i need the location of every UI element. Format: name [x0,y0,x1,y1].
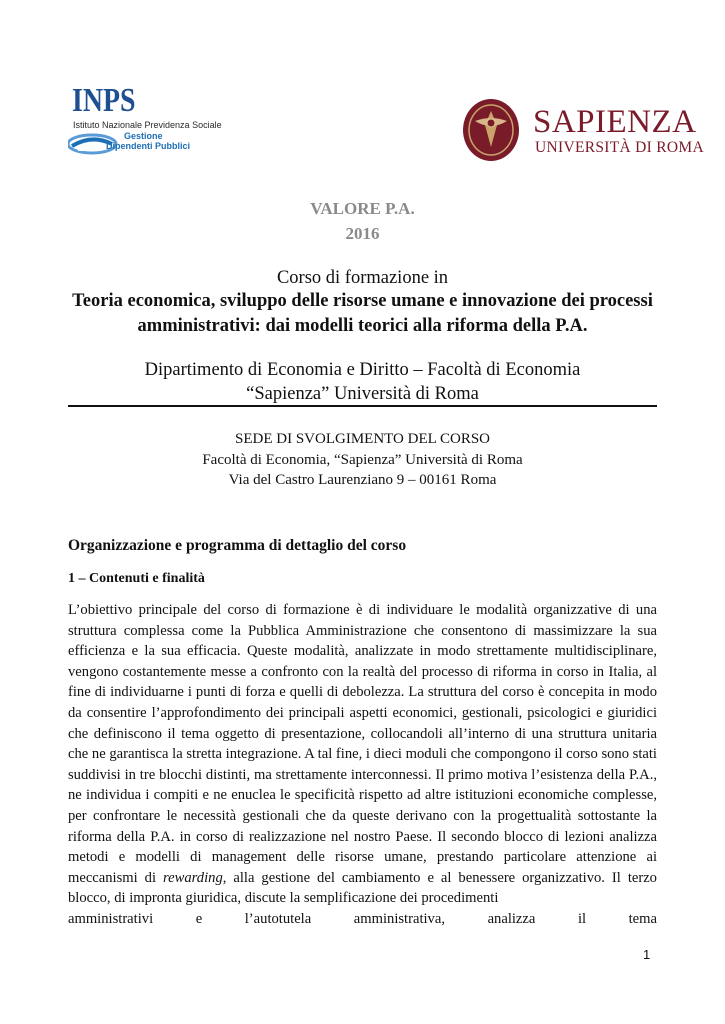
body-text-part1: L’obiettivo principale del corso di formazione è di individuare le modalità organizzative di una struttura complessa come la Pubblica Amministrazione che consentono di massimizzare la sua efficienza e la sua efficacia. Queste modalità, analizzate in modo strettamente multidisciplinare, vengono costantemente messe a confronto con la realtà del processo di riforma in corso in Italia, al fine di individuarne i punti di forza e quelli di debolezza. La struttura del corso è concepita in modo da consentire l’approfondimento dei principali aspetti economici, gestionali, psicologici e giuridici che definiscono il tema oggetto di presentazione, collocandoli all’interno di una struttura unitaria che ne garantisca la stretta integrazione. A tal fine, i dieci moduli che compongono il corso sono stati suddivisi in tre blocchi distinti, ma strettamente interconnessi. Il primo motiva l’esistenza della P.A., ne individua i compiti e ne enuclea le specificità rispetto ad altre istituzioni economiche complesse, per confrontare le necessità gestionali che da queste derivano con la progettualità sottostante la riforma della P.A. in corso di realizzazione nel nostro Paese. Il secondo blocco di lezioni analizza metodi e modelli di management delle risorse umane, prestando particolare attenzione ai meccanismi di [68,602,657,886]
course-intro: Corso di formazione in [276,268,449,288]
course-title-line1: Teoria economica, sviluppo delle risorse umane e innovazione dei processi [72,291,653,311]
page-number: 1 [643,947,651,962]
department-line2: “Sapienza” Università di Roma [246,384,479,404]
header-divider [68,405,657,407]
venue-line1: Facoltà di Economia, “Sapienza” Università di Roma [202,452,523,468]
venue-title: SEDE DI SVOLGIMENTO DEL CORSO [235,431,490,447]
venue-line2: Via del Castro Laurenziano 9 – 00161 Roma [228,472,497,488]
program-title: VALORE P.A. [310,199,415,218]
body-last-line: amministrativi e l’autotutela amministrativa, analizza il tema [68,910,657,927]
inps-dipendenti-label: Dipendenti Pubblici [106,141,191,151]
sapienza-subtitle: UNIVERSITÀ DI ROMA [535,139,705,156]
department-line1: Dipartimento di Economia e Diritto – Facoltà di Economia [144,360,581,380]
body-text-part2: , alla gestione del cambiamento e al benessere organizzativo. Il terzo blocco, di impronta giuridica, discute la semplificazione dei procedimenti [68,869,657,907]
section-title: Organizzazione e programma di dettaglio del corso [68,537,407,554]
sapienza-seal-icon [461,97,521,163]
body-italic-term: rewarding [163,869,223,886]
sapienza-wordmark: SAPIENZA [533,104,697,140]
program-year: 2016 [345,224,380,243]
course-title-line2: amministrativi: dai modelli teorici alla riforma della P.A. [137,316,588,336]
body-paragraph [68,600,657,930]
subsection-title: 1 – Contenuti e finalità [68,571,205,586]
inps-wordmark: INPS [72,82,136,119]
inps-gestione-label: Gestione [124,131,163,141]
inps-subtitle: Istituto Nazionale Previdenza Sociale [73,120,222,130]
